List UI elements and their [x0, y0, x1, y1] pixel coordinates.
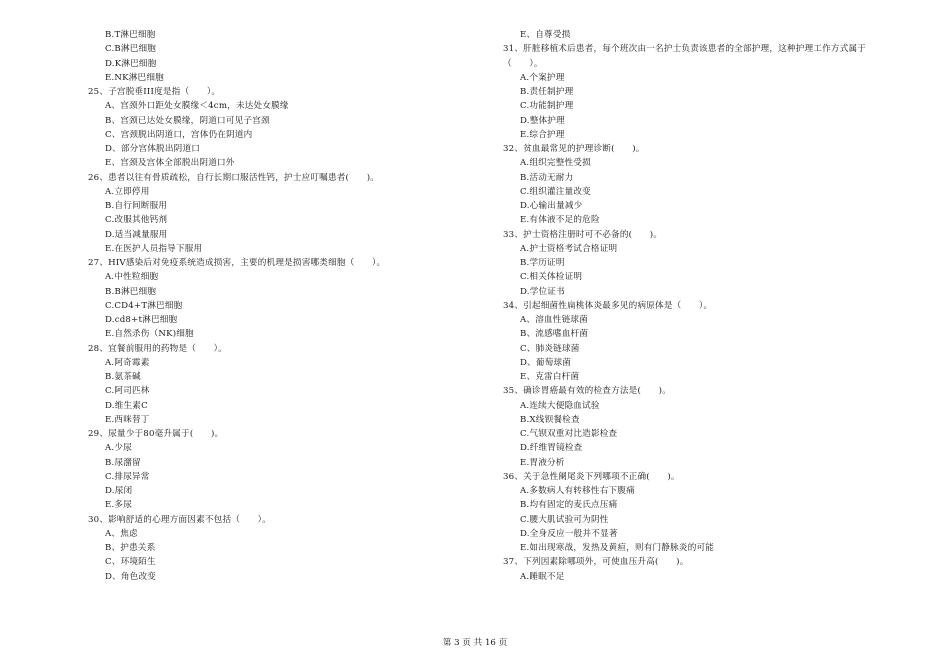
answer-option: C、环境陌生: [105, 557, 156, 568]
answer-option: E、自尊受损: [520, 30, 571, 40]
answer-option: A.少尿: [105, 443, 132, 454]
answer-option: A.个案护理: [520, 72, 565, 83]
question-text: 31、肝脏移植术后患者，每个班次由一名护士负责该患者的全部护理，这种护理工作方式属于: [503, 44, 867, 55]
answer-option: B.尿潴留: [105, 457, 141, 468]
answer-option: C.组织灌注量改变: [520, 186, 591, 197]
answer-option: E.有体液不足的危险: [520, 215, 600, 226]
answer-option: C.B淋巴细胞: [105, 44, 157, 55]
answer-option: E.综合护理: [520, 129, 565, 140]
answer-option: D.全身反应一般并不显著: [520, 528, 618, 539]
question-text: 35、确诊胃癌最有效的检查方法是( )。: [503, 386, 671, 397]
question-text: 27、HIV感染后对免疫系统造成损害，主要的机理是损害哪类细胞（ ）。: [88, 258, 386, 268]
page-footer: 第 3 页 共 16 页: [442, 638, 508, 648]
answer-option: E.自然杀伤（NK)细胞: [105, 329, 194, 340]
answer-option: D、部分宫体脱出阴道口: [105, 144, 201, 154]
answer-option: A.中性粒细胞: [105, 272, 159, 283]
answer-option: D、葡萄球菌: [520, 357, 572, 368]
answer-option: D.维生素C: [105, 400, 148, 411]
answer-option: E、克雷白杆菌: [520, 372, 580, 382]
answer-option: B.自行间断服用: [105, 201, 168, 211]
answer-option: D.学位证书: [520, 286, 565, 297]
answer-option: D、角色改变: [105, 571, 157, 582]
answer-option: A.立即停用: [105, 186, 150, 197]
answer-option: E.多尿: [105, 500, 132, 511]
answer-option: B.责任制护理: [520, 87, 574, 97]
answer-option: E、宫颈及宫体全部脱出阴道口外: [105, 158, 235, 169]
answer-option: C、肺炎链球菌: [520, 343, 580, 354]
question-text: （ ）。: [503, 58, 543, 69]
question-text: 29、尿量少于80毫升属于( )。: [88, 429, 224, 439]
answer-option: D.纤维胃镜检查: [520, 443, 583, 454]
answer-option: E.胃液分析: [520, 457, 565, 468]
answer-option: C、宫颈脱出阴道口，宫体仍在阴道内: [105, 129, 253, 140]
answer-option: B.B淋巴细胞: [105, 286, 157, 297]
answer-option: C.阿司匹林: [105, 386, 150, 397]
answer-option: A.连续大便隐血试验: [520, 400, 600, 411]
answer-option: D.适当减量服用: [105, 229, 168, 240]
answer-option: E.如出现寒战，发热及黄疸，则有门静脉炎的可能: [520, 543, 715, 553]
answer-option: B、宫颈已达处女膜缘，阴道口可见子宫颈: [105, 115, 270, 126]
answer-option: C.腰大肌试验可为阴性: [520, 514, 609, 525]
answer-option: B、流感嗜血杆菌: [520, 329, 589, 340]
answer-option: A.睡眠不足: [520, 571, 565, 582]
answer-option: E.NK淋巴细胞: [105, 72, 164, 83]
question-text: 25、子宫脱垂III度是指（ ）。: [88, 87, 221, 97]
answer-option: C.相关体检证明: [520, 272, 583, 283]
answer-option: C.气钡双重对比造影检查: [520, 429, 618, 439]
question-text: 36、关于急性阑尾炎下列哪项不正确( )。: [503, 471, 680, 482]
answer-option: C.CD4+T淋巴细胞: [105, 300, 183, 311]
answer-option: A.多数病人有转移性右下腹痛: [520, 486, 635, 496]
answer-option: B.T淋巴细胞: [105, 30, 156, 40]
question-text: 28、宜餐前服用的药物是（ ）。: [88, 343, 227, 354]
question-text: 26、患者以往有骨质疏松，自行长期口服活性钙，护士应叮嘱患者( )。: [88, 172, 380, 183]
answer-option: C.排尿异常: [105, 471, 150, 482]
answer-option: D.cd8+t淋巴细胞: [105, 315, 178, 325]
answer-option: B、护患关系: [105, 543, 156, 553]
answer-option: B.学历证明: [520, 258, 565, 268]
question-text: 33、护士资格注册时可不必备的( )。: [503, 229, 663, 240]
question-text: 37、下列因素除哪项外，可使血压升高( )。: [503, 557, 689, 568]
answer-option: D.K淋巴细胞: [105, 58, 157, 69]
answer-option: C.改服其他钙剂: [105, 215, 168, 226]
left-column: [88, 28, 508, 584]
answer-option: D.心输出量减少: [520, 201, 583, 211]
answer-option: A.护士资格考试合格证明: [520, 243, 618, 254]
answer-option: A、溶血性链球菌: [520, 315, 588, 325]
answer-option: B.活动无耐力: [520, 172, 574, 183]
question-text: 32、贫血最常见的护理诊断( )。: [503, 144, 645, 154]
answer-option: E.西咪替丁: [105, 414, 150, 425]
answer-option: A.阿奇霉素: [105, 357, 150, 368]
answer-option: D.尿闭: [105, 486, 133, 496]
answer-option: C.功能制护理: [520, 101, 574, 112]
answer-option: A.组织完整性受损: [520, 158, 591, 169]
answer-option: D.整体护理: [520, 115, 565, 126]
answer-option: B.均有固定的麦氏点压痛: [520, 500, 618, 511]
answer-option: B.X线钡餐检查: [520, 414, 580, 425]
answer-option: B.氨茶碱: [105, 372, 141, 382]
right-column: [503, 28, 923, 584]
question-text: 30、影响舒适的心理方面因素不包括（ ）。: [88, 514, 271, 525]
answer-option: A、焦虑: [105, 528, 138, 539]
answer-option: E.在医护人员指导下服用: [105, 243, 203, 254]
question-text: 34、引起细菌性扁桃体炎最多见的病原体是（ ）。: [503, 300, 713, 311]
answer-option: A、宫颈外口距处女膜缘＜4cm，未达处女膜缘: [105, 101, 289, 112]
